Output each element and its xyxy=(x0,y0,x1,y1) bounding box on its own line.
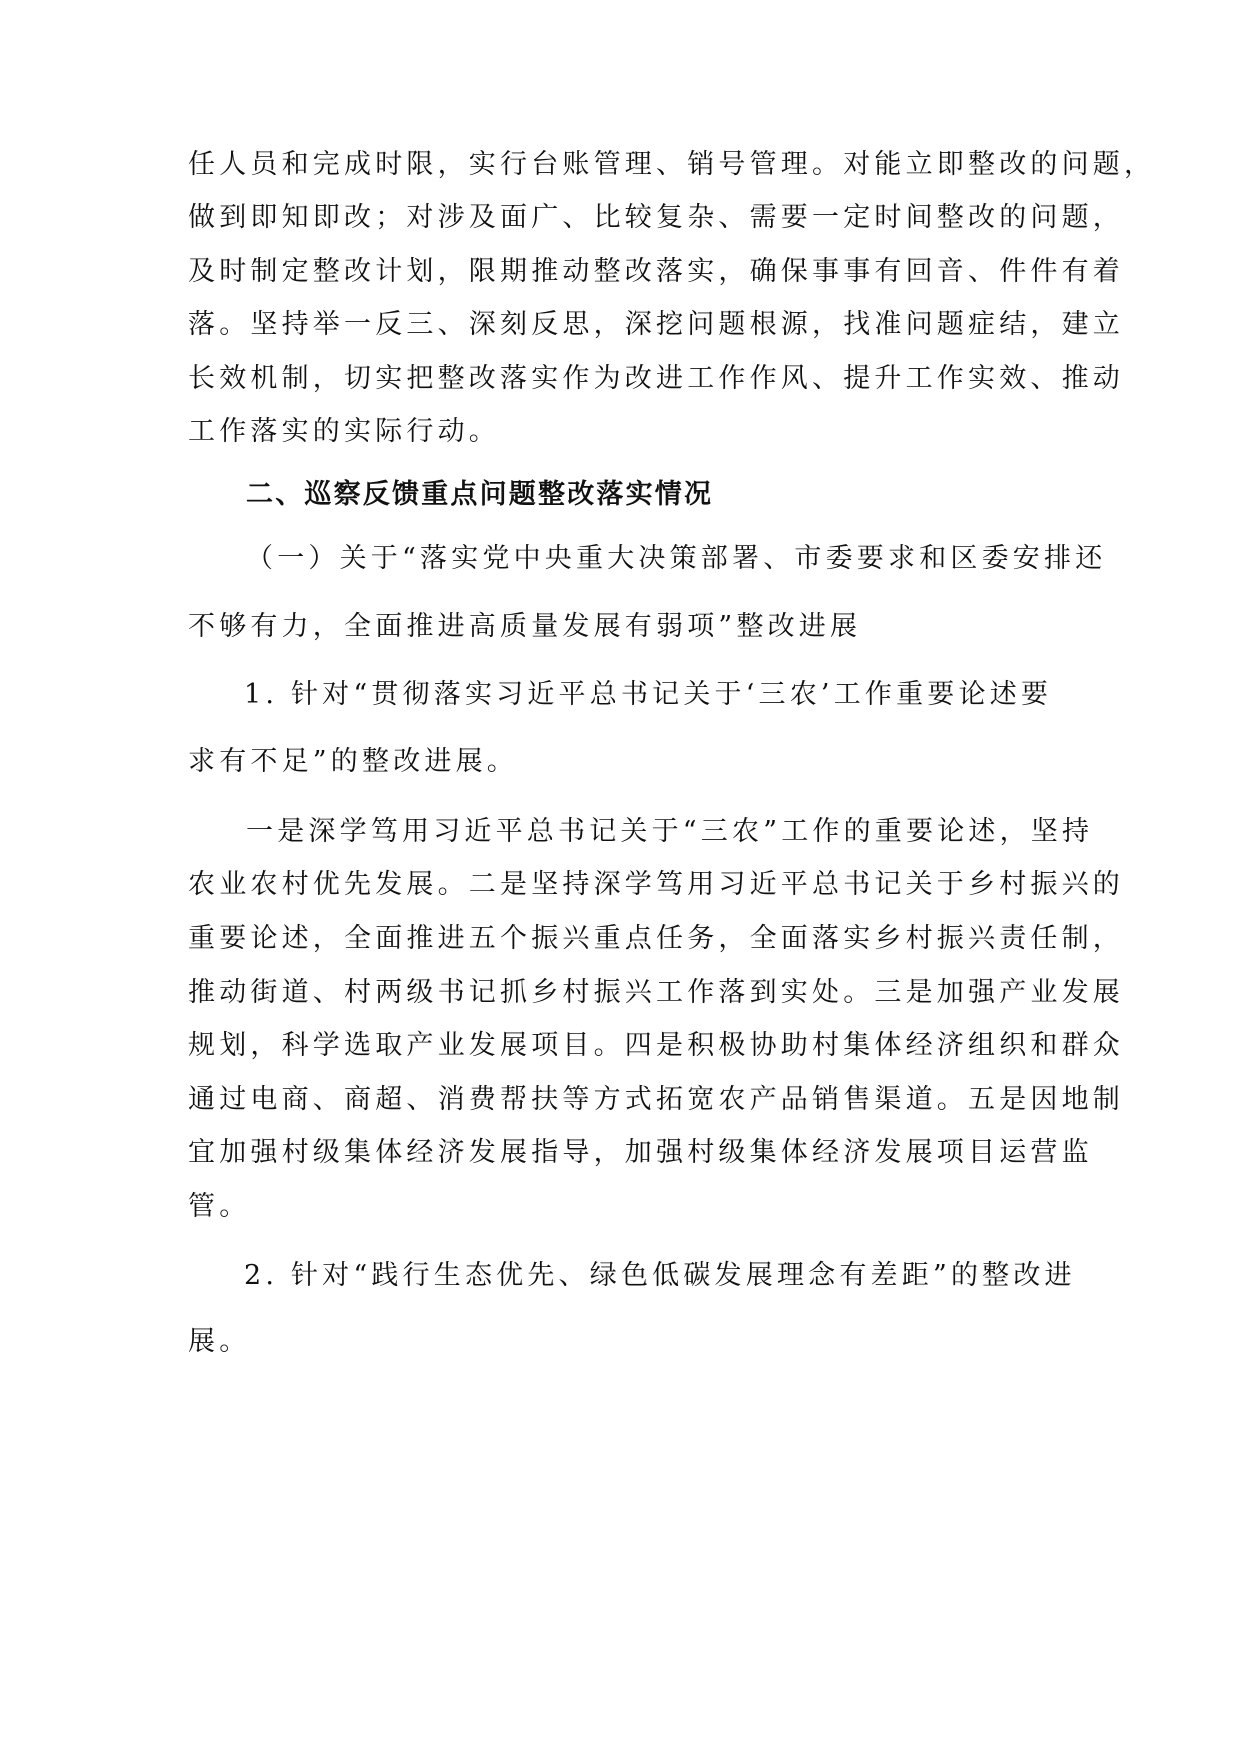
body-text-line: 宜加强村级集体经济发展指导，加强村级集体经济发展项目运营监 xyxy=(188,1137,1093,1168)
body-text-line: 做到即知即改；对涉及面广、比较复杂、需要一定时间整改的问题， xyxy=(188,202,1124,233)
item-heading-line: 1. 针对“贯彻落实习近平总书记关于‘三农’工作重要论述要 xyxy=(244,679,1053,710)
body-text-line: 及时制定整改计划，限期推动整改落实，确保事事有回音、件件有着 xyxy=(188,256,1124,287)
body-text-line: 长效机制，切实把整改落实作为改进工作作风、提升工作实效、推动 xyxy=(188,363,1124,394)
item-heading-line: 展。 xyxy=(188,1326,251,1357)
body-text-line: 农业农村优先发展。二是坚持深学笃用习近平总书记关于乡村振兴的 xyxy=(188,869,1124,900)
body-text-line: 落。坚持举一反三、深刻反思，深挖问题根源，找准问题症结，建立 xyxy=(188,309,1124,340)
body-text-line: 规划，科学选取产业发展项目。四是积极协助村集体经济组织和群众 xyxy=(188,1030,1124,1061)
body-text-line: 管。 xyxy=(188,1191,251,1222)
body-text-line: 通过电商、商超、消费帮扶等方式拓宽农产品销售渠道。五是因地制 xyxy=(188,1084,1124,1115)
body-text-line: 重要论述，全面推进五个振兴重点任务，全面落实乡村振兴责任制， xyxy=(188,923,1124,954)
body-text-line: 一是深学笃用习近平总书记关于“三农”工作的重要论述，坚持 xyxy=(246,816,1094,847)
body-text-line: 任人员和完成时限，实行台账管理、销号管理。对能立即整改的问题， xyxy=(188,149,1156,180)
body-text-line: 工作落实的实际行动。 xyxy=(188,416,500,447)
body-text-line: 推动街道、村两级书记抓乡村振兴工作落到实处。三是加强产业发展 xyxy=(188,977,1124,1008)
item-heading-line: 求有不足”的整改进展。 xyxy=(188,746,519,777)
subsection-heading-line: （一）关于“落实党中央重大决策部署、市委要求和区委安排还 xyxy=(246,543,1107,574)
item-heading-line: 2. 针对“践行生态优先、绿色低碳发展理念有差距”的整改进 xyxy=(244,1260,1076,1291)
subsection-heading-line: 不够有力，全面推进高质量发展有弱项”整改进展 xyxy=(188,611,862,642)
section-heading: 二、巡察反馈重点问题整改落实情况 xyxy=(246,479,714,510)
